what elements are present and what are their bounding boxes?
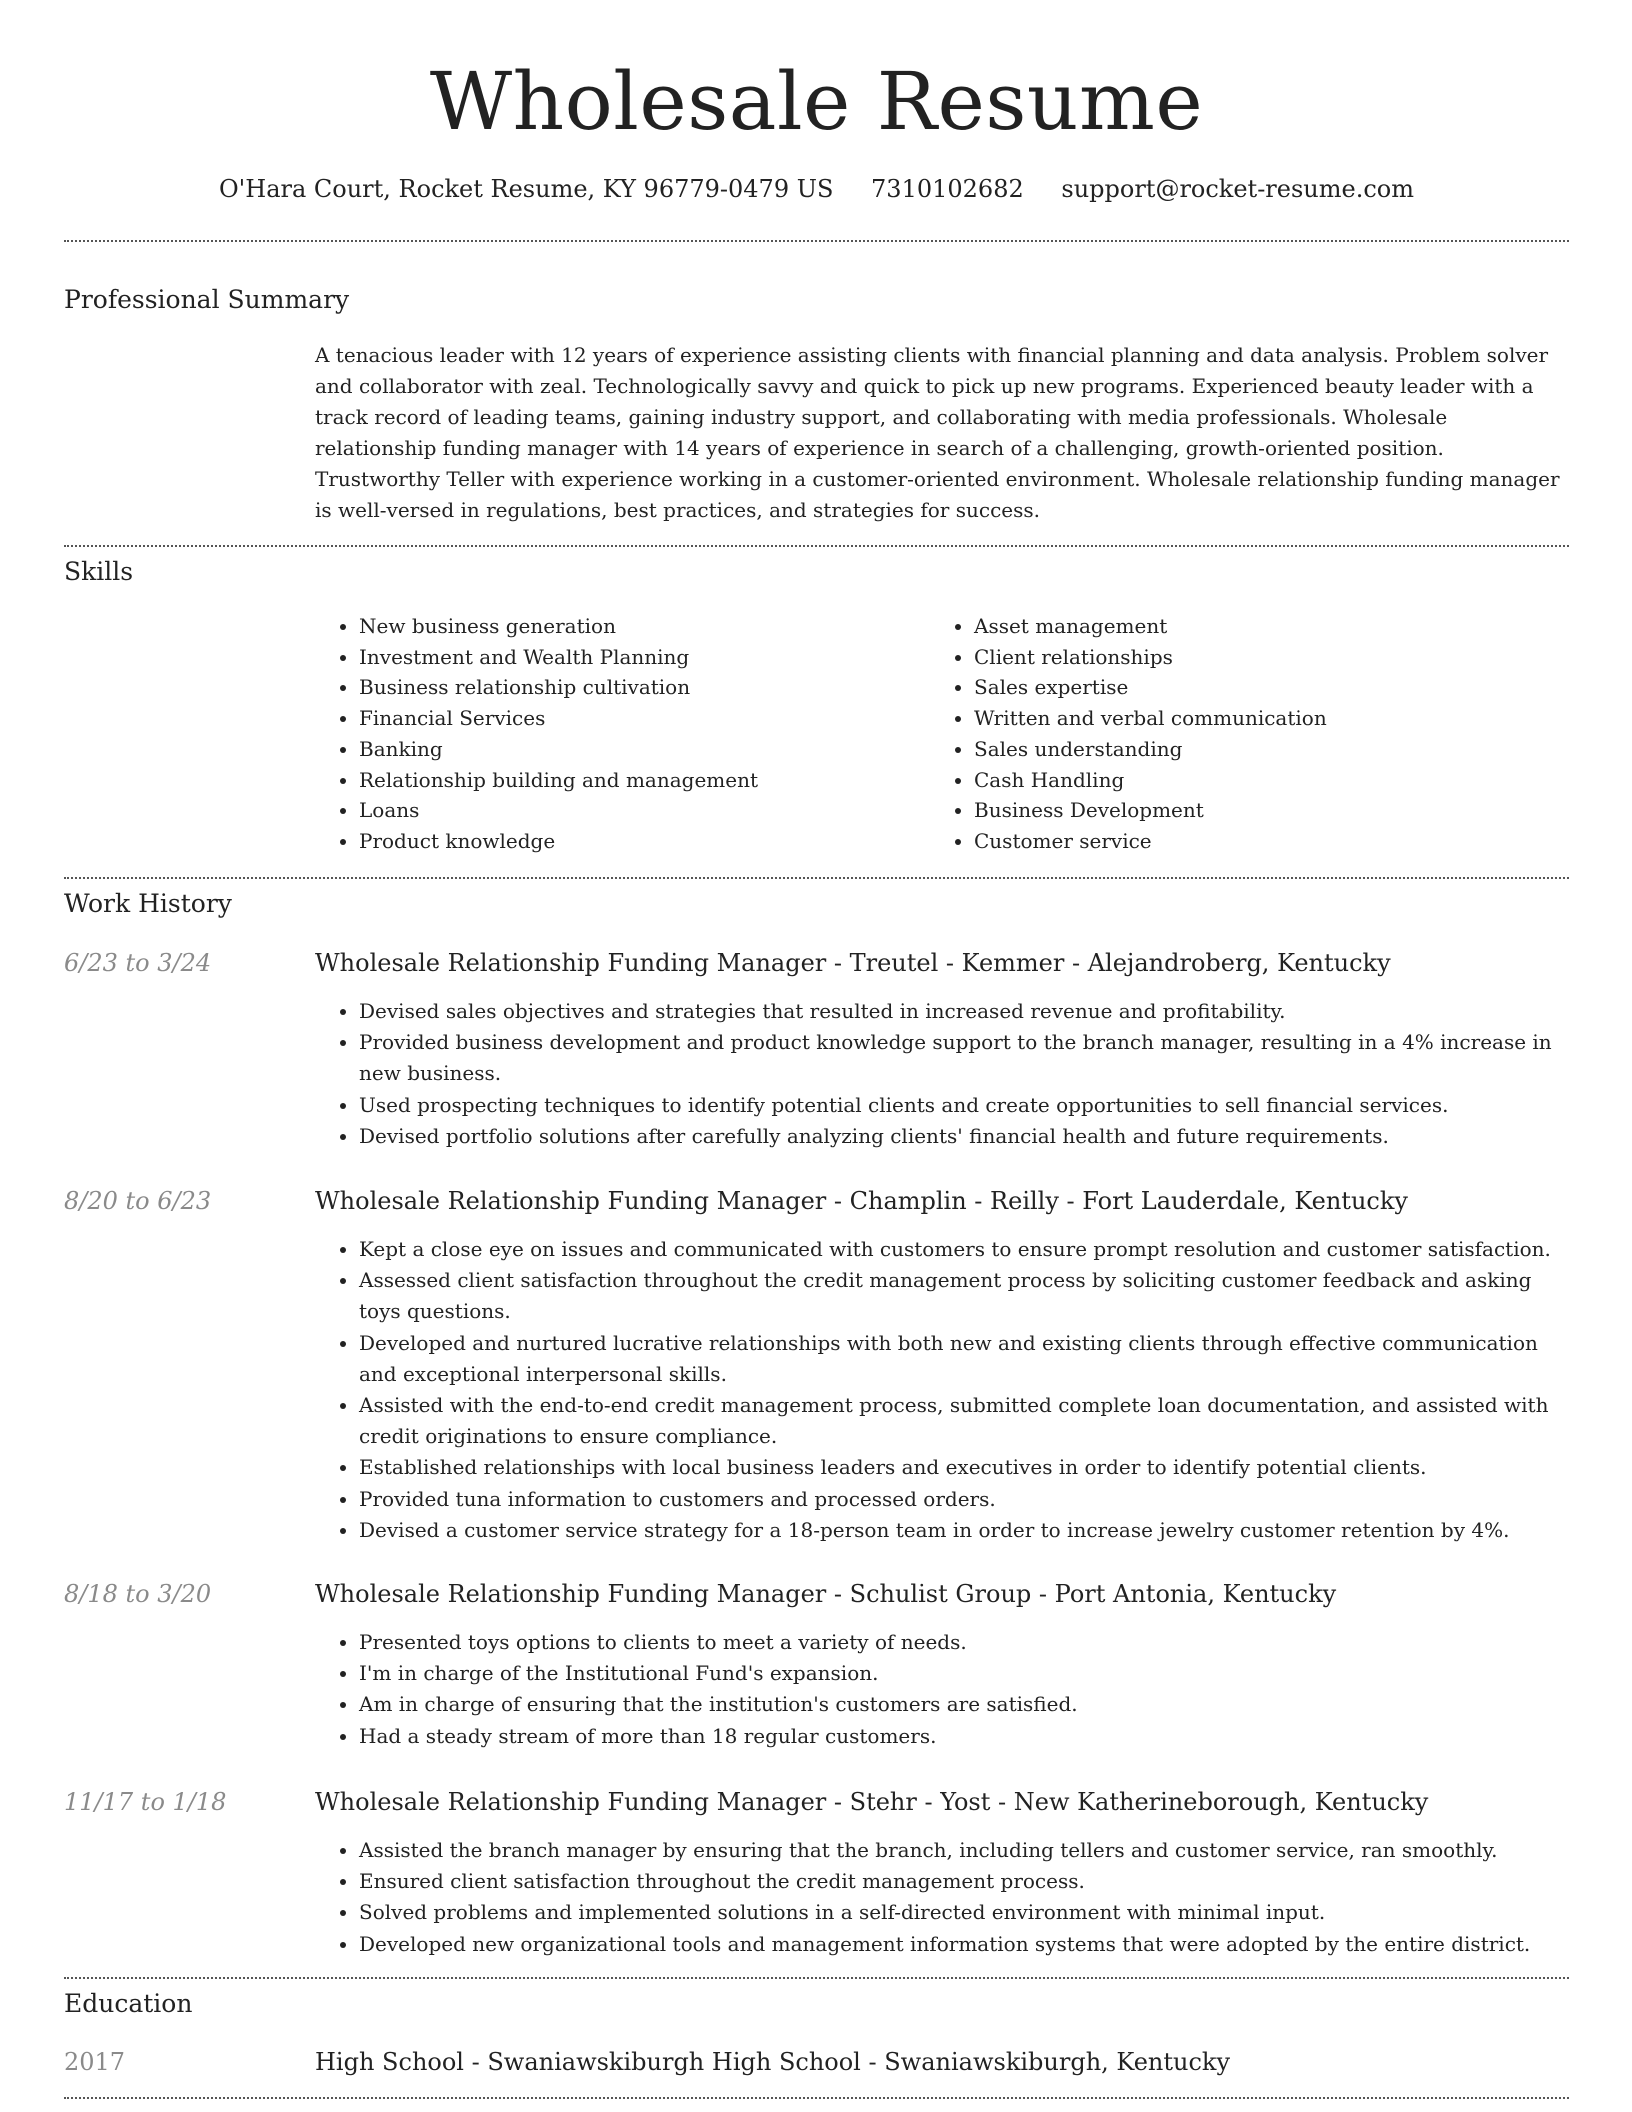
job-bullet: • Assisted with the end-to-end credit management process, submitted complete loan documentation, and assisted with credit originations to ensure compliance. [359,1390,1569,1452]
job-bullet: • Assessed client satisfaction throughout the credit management process by soliciting customer feedback and asking toys questions. [359,1265,1569,1327]
skill-item: • Cash Handling [974,765,1594,796]
job-bullet: • Provided business development and product knowledge support to the branch manager, resulting in a 4% increase in new business. [359,1027,1569,1089]
skills-heading: Skills [64,557,134,586]
summary-heading: Professional Summary [64,285,350,314]
job-dates: 8/20 to 6/23 [64,1187,212,1215]
job-title: Wholesale Relationship Funding Manager - Champlin - Reilly - Fort Lauderdale, Kentucky [315,1187,1408,1215]
job-bullets [315,1627,1569,1752]
job-bullet: • Presented toys options to clients to meet a variety of needs. [359,1627,1569,1658]
job-bullet: • Devised portfolio solutions after carefully analyzing clients' financial health and future requirements. [359,1121,1569,1152]
section-divider [64,240,1569,242]
job-bullet: • Developed new organizational tools and management information systems that were adopted by the entire district. [359,1929,1569,1960]
skill-item: • Business relationship cultivation [359,672,929,703]
job-bullet: • Had a steady stream of more than 18 regular customers. [359,1721,1569,1752]
skill-item: • Loans [359,795,929,826]
section-divider [64,877,1569,879]
job-dates: 11/17 to 1/18 [64,1788,227,1816]
skill-item: • Written and verbal communication [974,703,1594,734]
job-bullets [315,1234,1569,1546]
education-entry: High School - Swaniawskiburgh High School - Swaniawskiburgh, Kentucky [315,2048,1230,2076]
contact-phone: 7310102682 [871,175,1024,203]
resume-name: Wholesale Resume [429,55,1204,148]
education-year: 2017 [64,2048,126,2076]
job-title: Wholesale Relationship Funding Manager - Treutel - Kemmer - Alejandroberg, Kentucky [315,949,1391,977]
job-bullet: • Used prospecting techniques to identify potential clients and create opportunities to sell financial services. [359,1090,1569,1121]
job-bullet: • Developed and nurtured lucrative relationships with both new and existing clients through effective communication and exceptional interpersonal skills. [359,1328,1569,1390]
job-bullet: • Ensured client satisfaction throughout the credit management process. [359,1866,1569,1897]
skill-item: • Customer service [974,826,1594,857]
contact-email: support@rocket-resume.com [1061,175,1414,203]
job-bullet: • Devised sales objectives and strategies that resulted in increased revenue and profitability. [359,996,1569,1027]
skill-item: • Business Development [974,795,1594,826]
job-dates: 6/23 to 3/24 [64,949,212,977]
skill-item: • Investment and Wealth Planning [359,642,929,673]
skills-list-left [315,611,929,857]
education-heading: Education [64,1989,193,2018]
skill-item: • Sales understanding [974,734,1594,765]
section-divider [64,1977,1569,1979]
job-bullet: • Provided tuna information to customers and processed orders. [359,1484,1569,1515]
job-bullets [315,996,1569,1152]
contact-address: O'Hara Court, Rocket Resume, KY 96779-0479 US [218,175,834,203]
skill-item: • Product knowledge [359,826,929,857]
skill-item: • Banking [359,734,929,765]
job-bullet: • I'm in charge of the Institutional Fund's expansion. [359,1658,1569,1689]
skill-item: • Relationship building and management [359,765,929,796]
job-dates: 8/18 to 3/20 [64,1580,212,1608]
summary-text: A tenacious leader with 12 years of experience assisting clients with financial planning and data analysis. Problem solver and collaborator with zeal. Technologically savvy and quick to pick up new programs. Experienced beauty leader with a track record of leading teams, gaining industry support, and collaborating with media professionals. Wholesale relationship funding manager with 14 years of experience in search of a challenging, growth-oriented position. Trustworthy Teller with experience working in a customer-oriented environment. Wholesale relationship funding manager is well-versed in regulations, best practices, and strategies for success. [315,343,1560,522]
job-bullet: • Kept a close eye on issues and communicated with customers to ensure prompt resolution and customer satisfaction. [359,1234,1569,1265]
job-bullet: • Established relationships with local business leaders and executives in order to identify potential clients. [359,1452,1569,1483]
work-history-heading: Work History [64,889,232,918]
job-title: Wholesale Relationship Funding Manager - Schulist Group - Port Antonia, Kentucky [315,1580,1337,1608]
skills-list-right [930,611,1594,857]
skill-item: • Client relationships [974,642,1594,673]
job-bullet: • Devised a customer service strategy for a 18-person team in order to increase jewelry customer retention by 4%. [359,1515,1569,1546]
section-divider [64,2097,1569,2099]
job-bullet: • Assisted the branch manager by ensuring that the branch, including tellers and customer service, ran smoothly. [359,1835,1569,1866]
section-divider [64,545,1569,547]
contact-line [64,169,1569,209]
skill-item: • Asset management [974,611,1594,642]
job-bullet: • Am in charge of ensuring that the institution's customers are satisfied. [359,1689,1569,1720]
skill-item: • New business generation [359,611,929,642]
job-bullet: • Solved problems and implemented solutions in a self-directed environment with minimal input. [359,1897,1569,1928]
skill-item: • Sales expertise [974,672,1594,703]
skill-item: • Financial Services [359,703,929,734]
job-title: Wholesale Relationship Funding Manager - Stehr - Yost - New Katherineborough, Kentucky [315,1788,1429,1816]
job-bullets [315,1835,1569,1960]
